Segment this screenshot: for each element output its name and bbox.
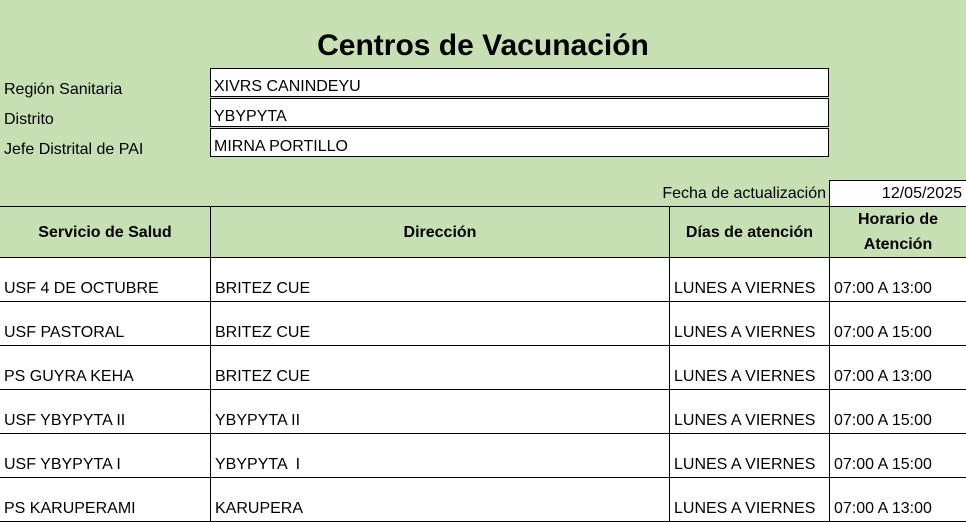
cell-horario[interactable]: 07:00 A 15:00 (834, 456, 932, 473)
header-direccion: Dirección (211, 207, 670, 257)
table-header-row (0, 206, 966, 258)
cell-horario[interactable]: 07:00 A 13:00 (834, 280, 932, 297)
table-row (0, 478, 966, 522)
region-field[interactable]: XIVRS CANINDEYU (210, 68, 829, 97)
cell-direccion[interactable]: BRITEZ CUE (211, 302, 670, 345)
cell-direccion[interactable]: BRITEZ CUE (211, 258, 670, 301)
region-label: Región Sanitaria (4, 81, 123, 98)
cell-horario[interactable]: 07:00 A 15:00 (834, 412, 932, 429)
cell-horario[interactable]: 07:00 A 15:00 (834, 324, 932, 341)
page-title: Centros de Vacunación (317, 29, 649, 62)
cell-direccion[interactable]: KARUPERA (211, 478, 670, 521)
cell-dias[interactable]: LUNES A VIERNES (670, 346, 830, 389)
cell-dias[interactable]: LUNES A VIERNES (670, 390, 830, 433)
cell-servicio[interactable]: PS KARUPERAMI (0, 478, 211, 521)
fecha-field[interactable]: 12/05/2025 (829, 180, 966, 207)
distrito-field[interactable]: YBYPYTA (210, 98, 829, 127)
cell-horario[interactable]: 07:00 A 13:00 (834, 368, 932, 385)
cell-dias[interactable]: LUNES A VIERNES (670, 478, 830, 521)
fecha-label: Fecha de actualización (662, 185, 826, 202)
table-row (0, 434, 966, 478)
cell-servicio[interactable]: USF PASTORAL (0, 302, 211, 345)
cell-dias[interactable]: LUNES A VIERNES (670, 302, 830, 345)
table-row (0, 390, 966, 434)
distrito-label: Distrito (4, 111, 54, 128)
cell-dias[interactable]: LUNES A VIERNES (670, 434, 830, 477)
cell-direccion[interactable]: YBYPYTA I (211, 434, 670, 477)
cell-horario[interactable]: 07:00 A 13:00 (834, 500, 932, 517)
header-dias: Días de atención (670, 207, 830, 257)
cell-servicio[interactable]: PS GUYRA KEHA (0, 346, 211, 389)
header-horario: Horario de Atención (857, 211, 938, 253)
cell-dias[interactable]: LUNES A VIERNES (670, 258, 830, 301)
table-row (0, 346, 966, 390)
cell-servicio[interactable]: USF YBYPYTA II (0, 390, 211, 433)
cell-direccion[interactable]: YBYPYTA II (211, 390, 670, 433)
cell-direccion[interactable]: BRITEZ CUE (211, 346, 670, 389)
header-servicio: Servicio de Salud (0, 207, 211, 257)
cell-servicio[interactable]: USF YBYPYTA I (0, 434, 211, 477)
jefe-label: Jefe Distrital de PAI (4, 141, 144, 158)
jefe-field[interactable]: MIRNA PORTILLO (210, 128, 829, 157)
table-row (0, 302, 966, 346)
cell-servicio[interactable]: USF 4 DE OCTUBRE (0, 258, 211, 301)
table-row (0, 258, 966, 302)
